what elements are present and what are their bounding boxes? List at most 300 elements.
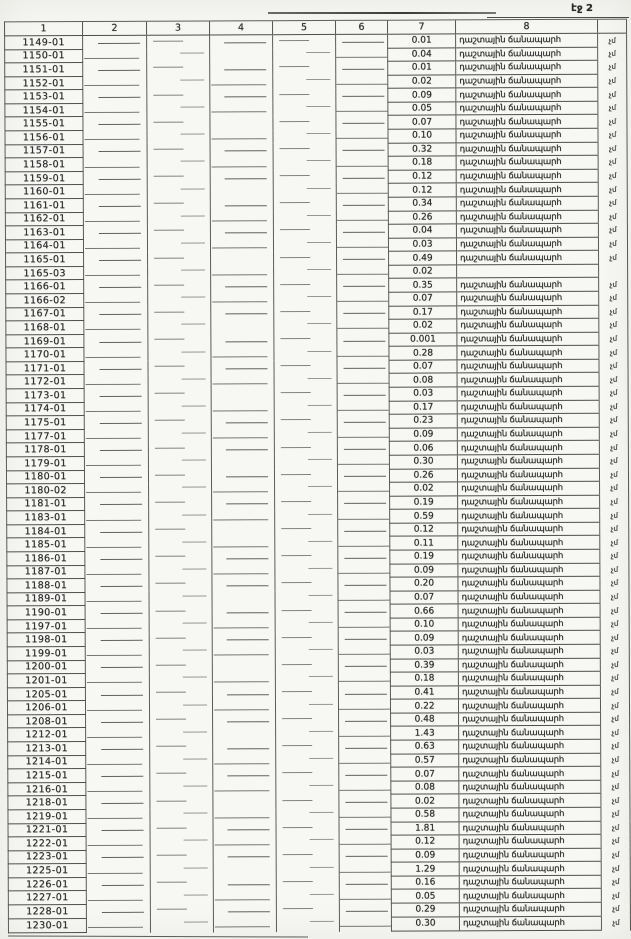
empty-cell xyxy=(86,850,150,864)
unit-cell: չմ xyxy=(598,237,627,251)
empty-cell xyxy=(211,266,274,280)
land-use-cell: դաշտային ճանապարհ xyxy=(456,33,598,47)
empty-cell xyxy=(274,428,337,442)
unit-cell: չմ xyxy=(598,169,627,183)
area-value-cell: 0.39 xyxy=(390,658,458,672)
empty-cell xyxy=(213,768,276,782)
empty-cell xyxy=(148,279,211,293)
area-value-cell: 0.02 xyxy=(390,482,458,496)
empty-cell xyxy=(338,482,390,496)
empty-cell xyxy=(210,89,273,103)
empty-cell xyxy=(210,75,273,89)
empty-cell xyxy=(210,157,273,171)
empty-cell xyxy=(84,266,148,280)
empty-cell xyxy=(273,116,336,130)
empty-cell xyxy=(211,293,274,307)
empty-cell xyxy=(149,673,212,687)
empty-cell xyxy=(84,361,148,375)
parcel-id-cell: 1151-01 xyxy=(5,63,83,77)
column-header-3: 3 xyxy=(147,21,210,35)
parcel-id-cell: 1180-02 xyxy=(7,484,85,498)
unit-cell: չմ xyxy=(599,359,628,373)
land-use-cell: դաշտային ճանապարհ xyxy=(459,834,601,848)
area-value-cell: 0.09 xyxy=(390,563,458,577)
empty-cell xyxy=(148,361,211,375)
empty-cell xyxy=(147,62,210,76)
land-use-cell: դաշտային ճանապարհ xyxy=(456,223,598,237)
empty-cell xyxy=(337,279,389,293)
parcel-id-cell: 1186-01 xyxy=(7,551,85,565)
parcel-id-cell: 1177-01 xyxy=(6,429,84,443)
empty-cell xyxy=(147,76,210,90)
parcel-id-cell: 1175-01 xyxy=(6,416,84,430)
land-use-cell: դաշտային ճանապարհ xyxy=(459,794,601,808)
empty-cell xyxy=(149,687,212,701)
land-use-cell: դաշտային ճանապարհ xyxy=(459,916,601,931)
land-use-cell: դաշտային ճանապարհ xyxy=(456,210,598,224)
empty-cell xyxy=(148,415,211,429)
empty-cell xyxy=(336,102,388,116)
empty-cell xyxy=(150,755,213,769)
empty-cell xyxy=(338,496,390,510)
unit-cell: չմ xyxy=(598,155,627,169)
empty-cell xyxy=(84,470,148,484)
parcel-id-cell: 1155-01 xyxy=(5,117,83,131)
empty-cell xyxy=(212,537,275,551)
empty-cell xyxy=(276,740,339,754)
parcel-id-cell: 1152-01 xyxy=(5,76,83,90)
empty-cell xyxy=(336,224,388,238)
area-value-cell: 0.09 xyxy=(388,88,456,102)
empty-cell xyxy=(213,754,276,768)
scan-artifact-line-top xyxy=(268,12,496,14)
empty-cell xyxy=(85,633,149,647)
unit-cell: չմ xyxy=(601,821,630,835)
column-header-2: 2 xyxy=(83,21,147,35)
area-value-cell: 0.22 xyxy=(390,699,458,713)
empty-cell xyxy=(212,646,275,660)
empty-cell xyxy=(337,401,389,415)
empty-cell xyxy=(149,578,212,592)
parcel-id-cell: 1228-01 xyxy=(8,905,86,919)
empty-cell xyxy=(336,170,388,184)
empty-cell xyxy=(337,265,389,279)
land-use-cell: դաշտային ճանապարհ xyxy=(457,305,599,319)
empty-cell xyxy=(213,836,276,850)
area-value-cell: 0.10 xyxy=(390,618,458,632)
unit-cell: չմ xyxy=(598,142,627,156)
empty-cell xyxy=(275,700,338,714)
empty-cell xyxy=(276,808,339,822)
land-use-cell: դաշտային ճանապարհ xyxy=(456,196,598,210)
area-value-cell: 0.03 xyxy=(390,645,458,659)
empty-cell xyxy=(211,252,274,266)
empty-cell xyxy=(148,293,211,307)
empty-cell xyxy=(147,103,210,117)
empty-cell xyxy=(83,212,147,226)
empty-cell xyxy=(84,443,148,457)
empty-cell xyxy=(84,348,148,362)
empty-cell xyxy=(339,767,391,781)
area-value-cell: 0.07 xyxy=(388,115,456,129)
unit-cell: չմ xyxy=(598,101,627,115)
unit-cell: չմ xyxy=(598,210,627,224)
area-value-cell: 1.43 xyxy=(391,726,459,740)
area-value-cell: 0.08 xyxy=(391,781,459,795)
empty-cell xyxy=(273,197,336,211)
empty-cell xyxy=(339,862,391,876)
empty-cell xyxy=(275,659,338,673)
empty-cell xyxy=(336,75,388,89)
unit-cell: չմ xyxy=(598,196,627,210)
empty-cell xyxy=(274,320,337,334)
empty-cell xyxy=(210,184,273,198)
scan-artifact-line-bottom xyxy=(8,935,308,937)
empty-cell xyxy=(339,890,391,904)
empty-cell xyxy=(83,157,147,171)
empty-cell xyxy=(148,307,211,321)
empty-cell xyxy=(275,632,338,646)
unit-cell: չմ xyxy=(601,889,630,903)
empty-cell xyxy=(212,523,275,537)
empty-cell xyxy=(210,143,273,157)
empty-cell xyxy=(275,605,338,619)
empty-cell xyxy=(212,632,275,646)
empty-cell xyxy=(85,592,149,606)
column-header-1: 1 xyxy=(5,22,83,36)
empty-cell xyxy=(276,822,339,836)
empty-cell xyxy=(85,660,149,674)
area-value-cell: 0.04 xyxy=(388,224,456,238)
empty-cell xyxy=(275,550,338,564)
area-value-cell: 0.09 xyxy=(390,631,458,645)
area-value-cell: 0.10 xyxy=(388,129,456,143)
area-value-cell: 0.59 xyxy=(390,509,458,523)
parcel-id-cell: 1183-01 xyxy=(7,511,85,525)
land-use-cell: դաշտային ճանապարհ xyxy=(459,712,601,726)
empty-cell xyxy=(273,157,336,171)
empty-cell xyxy=(84,402,148,416)
empty-cell xyxy=(211,469,274,483)
parcel-id-cell: 1188-01 xyxy=(7,579,85,593)
empty-cell xyxy=(212,673,275,687)
area-value-cell: 0.06 xyxy=(389,441,457,455)
empty-cell xyxy=(274,292,337,306)
empty-cell xyxy=(338,564,390,578)
land-use-cell: դաշտային ճանապարհ xyxy=(459,766,601,780)
unit-cell: չմ xyxy=(598,33,627,47)
empty-cell xyxy=(275,523,338,537)
unit-cell: չմ xyxy=(600,658,629,672)
area-value-cell: 0.09 xyxy=(389,428,457,442)
empty-cell xyxy=(83,239,147,253)
empty-cell xyxy=(336,48,388,62)
empty-cell xyxy=(211,401,274,415)
land-use-cell: դաշտային ճանապարհ xyxy=(457,400,599,414)
area-value-cell: 0.23 xyxy=(389,414,457,428)
parcel-id-cell: 1166-02 xyxy=(6,294,84,308)
area-value-cell: 0.48 xyxy=(391,713,459,727)
parcel-id-cell: 1206-01 xyxy=(7,701,85,715)
empty-cell xyxy=(336,116,388,130)
unit-cell: չմ xyxy=(599,250,628,264)
parcel-id-cell: 1166-01 xyxy=(6,280,84,294)
land-use-cell: դաշտային ճանապարհ xyxy=(456,101,598,115)
land-use-cell: դաշտային ճանապարհ xyxy=(456,169,598,183)
empty-cell xyxy=(147,184,210,198)
parcel-id-cell: 1225-01 xyxy=(8,864,86,878)
parcel-id-cell: 1173-01 xyxy=(6,389,84,403)
parcel-id-cell: 1215-01 xyxy=(8,769,86,783)
land-use-cell: դաշտային ճանապարհ xyxy=(457,291,599,305)
empty-cell xyxy=(212,510,275,524)
empty-cell xyxy=(210,116,273,130)
empty-cell xyxy=(276,863,339,877)
parcel-id-cell: 1200-01 xyxy=(7,660,85,674)
empty-cell xyxy=(336,89,388,103)
unit-cell: չմ xyxy=(598,115,627,129)
parcel-id-cell: 1181-01 xyxy=(7,497,85,511)
empty-cell xyxy=(86,863,150,877)
unit-cell: չմ xyxy=(599,400,628,414)
land-use-cell: դաշտային ճանապարհ xyxy=(458,617,600,631)
area-value-cell: 0.28 xyxy=(389,346,457,360)
empty-cell xyxy=(337,360,389,374)
empty-cell xyxy=(84,307,148,321)
column-header-4: 4 xyxy=(210,21,273,35)
empty-cell xyxy=(213,795,276,809)
parcel-id-cell: 1159-01 xyxy=(5,171,83,185)
land-use-cell: դաշտային ճանապարհ xyxy=(459,780,601,794)
empty-cell xyxy=(213,714,276,728)
empty-cell xyxy=(210,170,273,184)
land-use-cell: դաշտային ճանապարհ xyxy=(457,359,599,373)
unit-cell: չմ xyxy=(599,291,628,305)
land-use-cell: դաշտային ճանապարհ xyxy=(457,278,599,292)
empty-cell xyxy=(211,442,274,456)
empty-cell xyxy=(83,90,147,104)
unit-cell: չմ xyxy=(599,440,628,454)
empty-cell xyxy=(83,185,147,199)
empty-cell xyxy=(147,211,210,225)
empty-cell xyxy=(273,170,336,184)
empty-cell xyxy=(211,456,274,470)
empty-cell xyxy=(84,429,148,443)
unit-cell: չմ xyxy=(601,794,630,808)
parcel-id-cell: 1214-01 xyxy=(8,755,86,769)
parcel-id-cell: 1223-01 xyxy=(8,850,86,864)
empty-cell xyxy=(212,496,275,510)
area-value-cell: 0.34 xyxy=(388,197,456,211)
empty-cell xyxy=(212,605,275,619)
empty-cell xyxy=(213,727,276,741)
area-value-cell: 0.49 xyxy=(389,251,457,265)
area-value-cell: 0.12 xyxy=(391,835,459,849)
parcel-id-cell: 1163-01 xyxy=(5,226,83,240)
parcel-id-cell: 1172-01 xyxy=(6,375,84,389)
empty-cell xyxy=(338,700,390,714)
empty-cell xyxy=(86,728,150,742)
empty-cell xyxy=(339,835,391,849)
area-value-cell: 0.07 xyxy=(391,767,459,781)
empty-cell xyxy=(339,740,391,754)
empty-cell xyxy=(83,76,147,90)
area-value-cell: 0.05 xyxy=(391,889,459,903)
land-use-cell xyxy=(457,264,599,278)
area-value-cell: 0.04 xyxy=(388,47,456,61)
unit-cell: չմ xyxy=(601,834,630,848)
empty-cell xyxy=(150,795,213,809)
empty-cell xyxy=(149,483,212,497)
unit-cell: չմ xyxy=(598,74,627,88)
empty-cell xyxy=(339,917,391,932)
land-use-cell: դաշտային ճանապարհ xyxy=(456,183,598,197)
area-value-cell: 0.66 xyxy=(390,604,458,618)
parcel-id-cell: 1218-01 xyxy=(8,796,86,810)
parcel-id-cell: 1157-01 xyxy=(5,144,83,158)
unit-cell: չմ xyxy=(599,318,628,332)
empty-cell xyxy=(274,387,337,401)
area-value-cell: 0.19 xyxy=(390,496,458,510)
empty-cell xyxy=(86,904,150,918)
empty-cell xyxy=(336,156,388,170)
empty-cell xyxy=(339,849,391,863)
empty-cell xyxy=(86,836,150,850)
empty-cell xyxy=(274,306,337,320)
empty-cell xyxy=(339,795,391,809)
empty-cell xyxy=(213,917,276,932)
empty-cell xyxy=(274,442,337,456)
unit-cell: չմ xyxy=(599,373,628,387)
land-use-cell: դաշտային ճանապարհ xyxy=(457,441,599,455)
parcel-id-cell: 1197-01 xyxy=(7,619,85,633)
empty-cell xyxy=(275,673,338,687)
column-header-7: 7 xyxy=(388,20,456,34)
empty-cell xyxy=(212,659,275,673)
parcel-id-cell: 1205-01 xyxy=(7,687,85,701)
area-value-cell: 0.12 xyxy=(388,170,456,184)
land-use-cell: դաշտային ճանապարհ xyxy=(456,237,598,251)
empty-cell xyxy=(337,251,389,265)
empty-cell xyxy=(276,713,339,727)
empty-cell xyxy=(338,604,390,618)
empty-cell xyxy=(337,374,389,388)
empty-cell xyxy=(274,360,337,374)
parcel-id-cell: 1208-01 xyxy=(8,714,86,728)
parcel-id-cell: 1201-01 xyxy=(7,674,85,688)
parcel-id-cell: 1226-01 xyxy=(8,877,86,891)
parcel-id-cell: 1199-01 xyxy=(7,647,85,661)
land-use-cell: դաշտային ճանապարհ xyxy=(458,509,600,523)
empty-cell xyxy=(85,646,149,660)
empty-cell xyxy=(213,781,276,795)
empty-cell xyxy=(274,374,337,388)
unit-cell: չմ xyxy=(599,386,628,400)
empty-cell xyxy=(86,782,150,796)
empty-cell xyxy=(275,496,338,510)
empty-cell xyxy=(338,509,390,523)
area-value-cell: 0.001 xyxy=(389,333,457,347)
empty-cell xyxy=(85,538,149,552)
empty-cell xyxy=(147,144,210,158)
land-use-cell: դաշտային ճանապարհ xyxy=(456,142,598,156)
area-value-cell: 1.29 xyxy=(391,862,459,876)
empty-cell xyxy=(339,822,391,836)
parcel-id-cell: 1167-01 xyxy=(6,307,84,321)
empty-cell xyxy=(211,320,274,334)
empty-cell xyxy=(274,347,337,361)
empty-cell xyxy=(338,591,390,605)
page-number-label: էջ 2 xyxy=(571,3,593,14)
empty-cell xyxy=(276,849,339,863)
empty-cell xyxy=(148,252,211,266)
unit-cell: չմ xyxy=(601,861,630,875)
empty-cell xyxy=(339,727,391,741)
empty-cell xyxy=(85,701,149,715)
unit-cell: չմ xyxy=(600,617,629,631)
empty-cell xyxy=(86,891,150,905)
empty-cell xyxy=(210,103,273,117)
column-header-6: 6 xyxy=(336,20,388,34)
empty-cell xyxy=(274,415,337,429)
empty-cell xyxy=(276,781,339,795)
empty-cell xyxy=(148,456,211,470)
empty-cell xyxy=(273,75,336,89)
empty-cell xyxy=(336,129,388,143)
empty-cell xyxy=(337,455,389,469)
parcel-id-cell: 1184-01 xyxy=(7,524,85,538)
empty-cell xyxy=(150,809,213,823)
empty-cell xyxy=(273,89,336,103)
empty-cell xyxy=(147,171,210,185)
parcel-id-cell: 1171-01 xyxy=(6,361,84,375)
area-value-cell: 0.02 xyxy=(391,794,459,808)
unit-cell: չմ xyxy=(600,671,629,685)
area-value-cell: 0.02 xyxy=(389,319,457,333)
empty-cell xyxy=(85,619,149,633)
parcel-id-cell: 1179-01 xyxy=(6,456,84,470)
empty-cell xyxy=(276,727,339,741)
area-value-cell: 0.35 xyxy=(389,278,457,292)
empty-cell xyxy=(275,564,338,578)
unit-cell: չմ xyxy=(600,644,629,658)
area-value-cell: 0.12 xyxy=(388,183,456,197)
land-use-cell: դաշտային ճանապարհ xyxy=(458,699,600,713)
unit-cell: չմ xyxy=(600,631,629,645)
empty-cell xyxy=(150,782,213,796)
unit-cell: չմ xyxy=(601,726,630,740)
empty-cell xyxy=(84,415,148,429)
empty-cell xyxy=(147,35,210,49)
land-use-cell: դաշտային ճանապարհ xyxy=(457,346,599,360)
empty-cell xyxy=(148,334,211,348)
empty-cell xyxy=(338,645,390,659)
land-use-cell: դաշտային ճանապարհ xyxy=(459,739,601,753)
empty-cell xyxy=(147,198,210,212)
land-use-cell: դաշտային ճանապարհ xyxy=(458,522,600,536)
empty-cell xyxy=(273,238,336,252)
area-value-cell: 0.20 xyxy=(390,577,458,591)
empty-cell xyxy=(150,904,213,918)
empty-cell xyxy=(147,157,210,171)
empty-cell xyxy=(212,619,275,633)
empty-cell xyxy=(149,646,212,660)
empty-cell xyxy=(85,673,149,687)
area-value-cell: 0.09 xyxy=(391,849,459,863)
area-value-cell: 0.12 xyxy=(390,523,458,537)
empty-cell xyxy=(338,618,390,632)
empty-cell xyxy=(84,252,148,266)
